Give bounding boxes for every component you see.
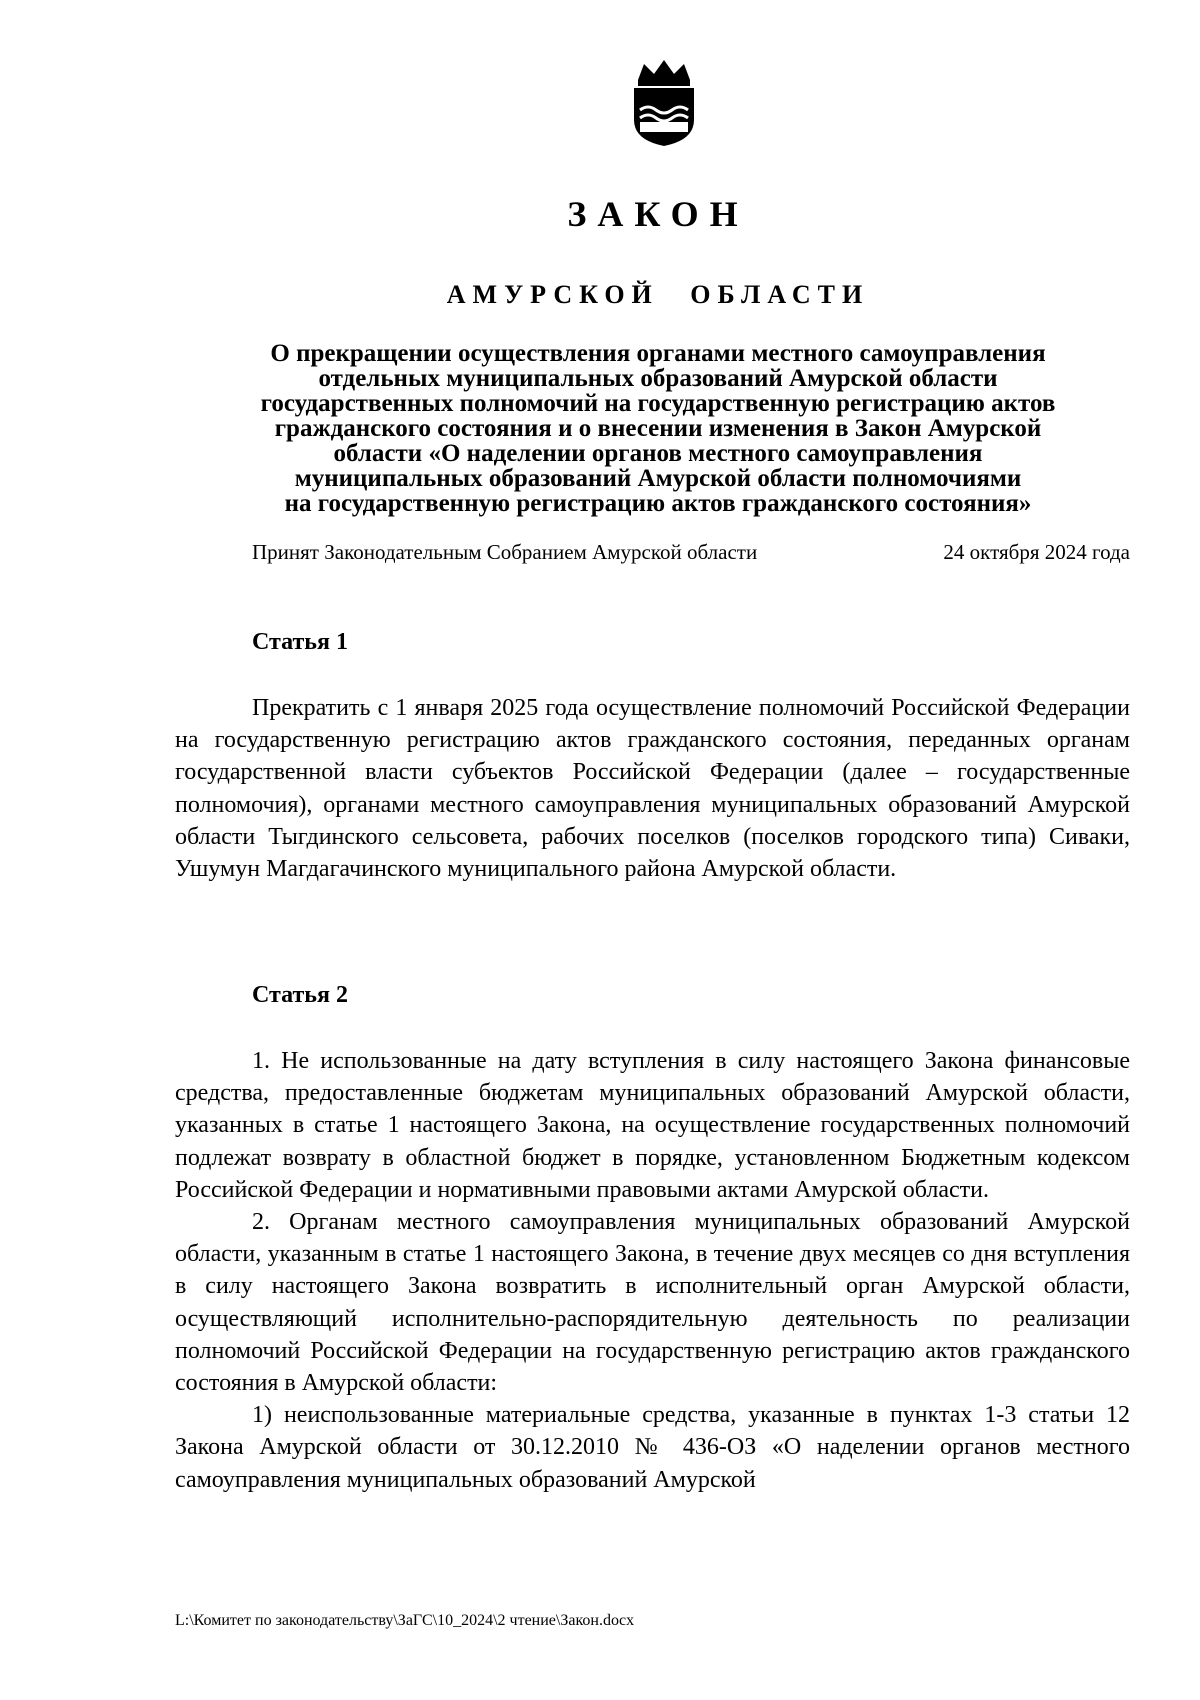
- subject-line: государственных полномочий на государственную регистрацию актов: [260, 390, 1056, 417]
- subject-line: отдельных муниципальных образований Амурской области: [318, 365, 998, 392]
- document-region: АМУРСКОЙ ОБЛАСТИ: [446, 280, 870, 309]
- subject-line: муниципальных образований Амурской области полномочиями: [294, 465, 1022, 492]
- adopted-by: Принят Законодательным Собранием Амурской области: [252, 540, 758, 564]
- adoption-line: [252, 540, 1130, 565]
- article-2-body: [175, 1045, 1130, 1496]
- coat-of-arms-icon: [624, 58, 704, 148]
- subject-line: гражданского состояния и о внесении изменения в Закон Амурской: [274, 415, 1042, 442]
- subject-line: О прекращении осуществления органами местного самоуправления: [270, 340, 1046, 367]
- article-1-body: [175, 692, 1130, 885]
- document-title: ЗАКОН: [567, 194, 749, 234]
- adopted-date: 24 октября 2024 года: [943, 540, 1130, 564]
- subject-line: на государственную регистрацию актов гражданского состояния»: [284, 490, 1032, 517]
- article-2-heading: Статья 2: [252, 982, 348, 1008]
- paragraph: 2. Органам местного самоуправления муниципальных образований Амурской области, указанным в статье 1 настоящего Закона, в течение двух месяцев со дня вступления в силу настоящего Закона возвратить в исполнительный орган Амурской области, осуществляющий исполнительно-распорядительную деятельность по реализации полномочий Российской Федерации на государственную регистрацию актов гражданского состояния в Амурской области:: [175, 1209, 1130, 1397]
- paragraph: Прекратить с 1 января 2025 года осуществление полномочий Российской Федерации на государственную регистрацию актов гражданского состояния, переданных органам государственной власти субъектов Российской Федерации (далее – государственные полномочия), органами местного самоуправления муниципальных образований Амурской области Тыгдинского сельсовета, рабочих поселков (поселков городского типа) Сиваки, Ушумун Магдагачинского муниципального района Амурской области.: [175, 695, 1130, 883]
- paragraph: 1) неиспользованные материальные средства, указанные в пунктах 1-3 статьи 12 Закона Амурской области от 30.12.2010 № 436-ОЗ «О наделении органов местного самоуправления муниципальных образований Амурской: [175, 1402, 1130, 1493]
- file-path-footer: L:\Комитет по законодательству\ЗаГС\10_2024\2 чтение\Закон.docx: [175, 1612, 635, 1629]
- article-1-heading: Статья 1: [252, 629, 348, 655]
- subject-line: области «О наделении органов местного самоуправления: [333, 440, 983, 467]
- paragraph: 1. Не использованные на дату вступления в силу настоящего Закона финансовые средства, предоставленные бюджетам муниципальных образований Амурской области, указанных в статье 1 настоящего Закона, на осуществление государственных полномочий подлежат возврату в областной бюджет в порядке, установленном Бюджетным кодексом Российской Федерации и нормативными правовыми актами Амурской области.: [175, 1048, 1130, 1203]
- law-subject: [180, 341, 1136, 516]
